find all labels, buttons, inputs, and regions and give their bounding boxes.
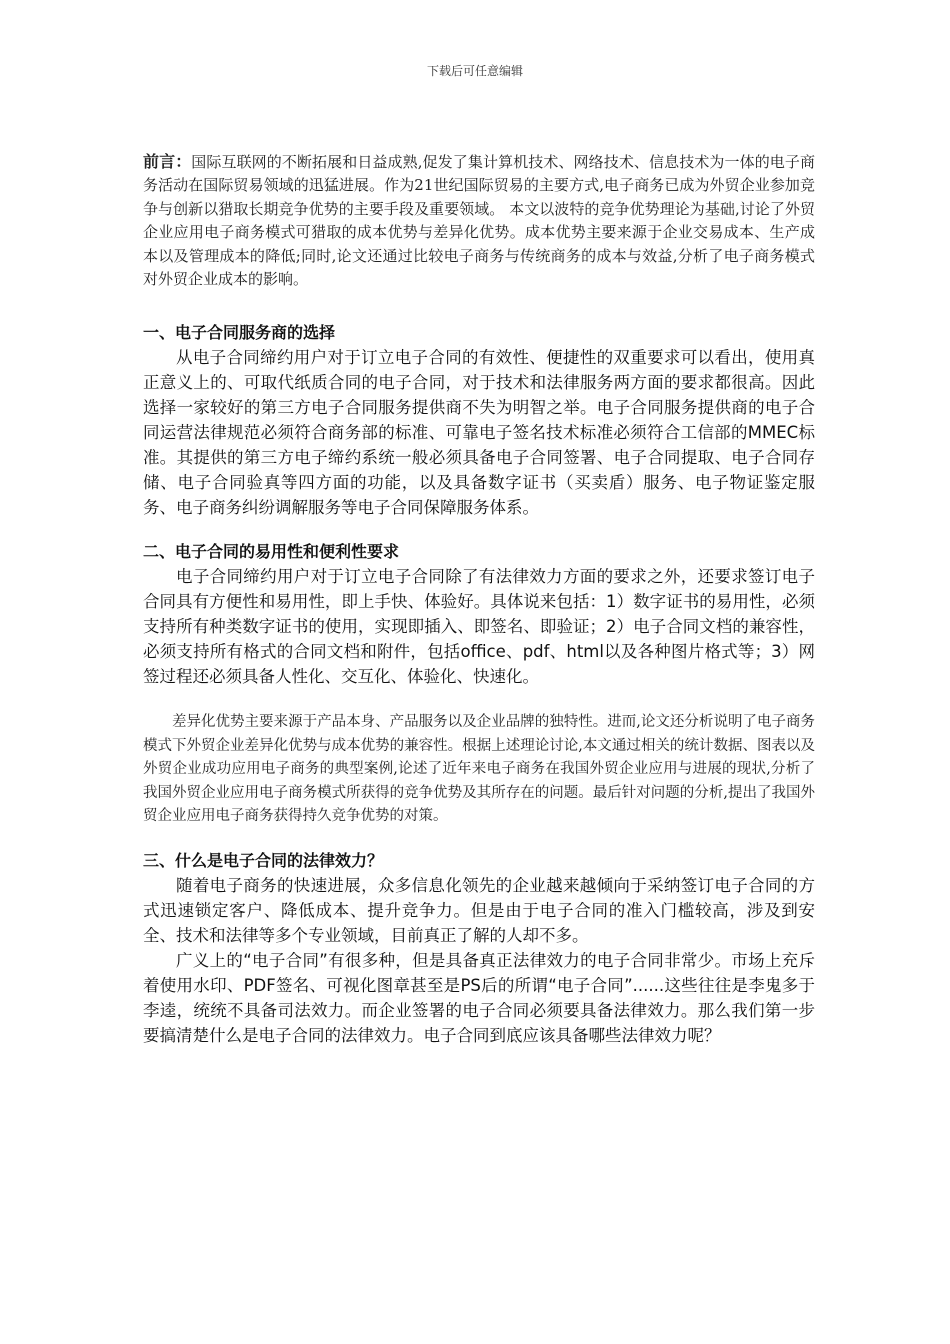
section-3-heading: 三、什么是电子合同的法律效力？ (143, 850, 384, 870)
section-1-heading: 一、电子合同服务商的选择 (143, 323, 336, 343)
section-3-paragraph-1: 随着电子商务的快速进展，众多信息化领先的企业越来越倾向于采纳签订电子合同的方式迅速锁定客户、降低成本、提升竞争力。但是由于电子合同的准入门槛较高，涉及到安全、技术和法律等多个专业领域，目前真正了解的人却不多。 (143, 875, 815, 945)
differentiation-paragraph: 差异化优势主要来源于产品本身、产品服务以及企业品牌的独特性。进而,论文还分析说明了电子商务模式下外贸企业差异化优势与成本优势的兼容性。根据上述理论讨论,本文通过相关的统计数据、图表以及外贸企业成功应用电子商务的典型案例,论述了近年来电子商务在我国外贸企业应用与进展的现状,分析了我国外贸企业应用电子商务模式所获得的竞争优势及其所存在的问题。最后针对问题的分析,提出了我国外贸企业应用电子商务获得持久竞争优势的对策。 (143, 714, 815, 825)
section-2-paragraph: 电子合同缔约用户对于订立电子合同除了有法律效力方面的要求之外，还要求签订电子合同具有方便性和易用性，即上手快、体验好。具体说来包括：1）数字证书的易用性，必须支持所有种类数字证书的使用，实现即插入、即签名、即验证；2）电子合同文档的兼容性，必须支持所有格式的合同文档和附件，包括office、pdf、html以及各种图片格式等；3）网签过程还必须具备人性化、交互化、体验化、快速化。 (143, 567, 815, 687)
preface-lead: 前言： (143, 152, 192, 171)
preface-text: 国际互联网的不断拓展和日益成熟,促发了集计算机技术、网络技术、信息技术为一体的电子商务活动在国际贸易领域的迅猛进展。作为21世纪国际贸易的主要方式,电子商务已成为外贸企业参加竞争与创新以猎取长期竞争优势的主要手段及重要领域。 本文以波特的竞争优势理论为基础,讨论了外贸企业应用电子商务模式可猎取的成本优势与差异化优势。成本优势主要来源于企业交易成本、生产成本以及管理成本的降低;同时,论文还通过比较电子商务与传统商务的成本与效益,分析了电子商务模式对外贸企业成本的影响。 (143, 153, 815, 289)
section-3-paragraph-2: 广义上的“电子合同”有很多种，但是具备真正法律效力的电子合同非常少。市场上充斥着使用水印、PDF签名、可视化图章甚至是PS后的所谓“电子合同”......这些往往是李鬼多于李逵，统统不具备司法效力。而企业签署的电子合同必须要具备法律效力。那么我们第一步要搞清楚什么是电子合同的法律效力。电子合同到底应该具备哪些法律效力呢？ (143, 950, 815, 1045)
document-body (143, 150, 815, 1048)
preface-paragraph (143, 150, 815, 291)
section-1-paragraph: 从电子合同缔约用户对于订立电子合同的有效性、便捷性的双重要求可以看出，使用真正意义上的、可取代纸质合同的电子合同，对于技术和法律服务两方面的要求都很高。因此选择一家较好的第三方电子合同服务提供商不失为明智之举。电子合同服务提供商的电子合同运营法律规范必须符合商务部的标准、可靠电子签名技术标准必须符合工信部的MMEC标准。其提供的第三方电子缔约系统一般必须具备电子合同签署、电子合同提取、电子合同存储、电子合同验真等四方面的功能，以及具备数字证书（买卖盾）服务、电子物证鉴定服务、电子商务纠纷调解服务等电子合同保障服务体系。 (143, 348, 815, 518)
page-header: 下载后可任意编辑 (426, 64, 523, 78)
section-2-heading: 二、电子合同的易用性和便利性要求 (143, 542, 400, 562)
